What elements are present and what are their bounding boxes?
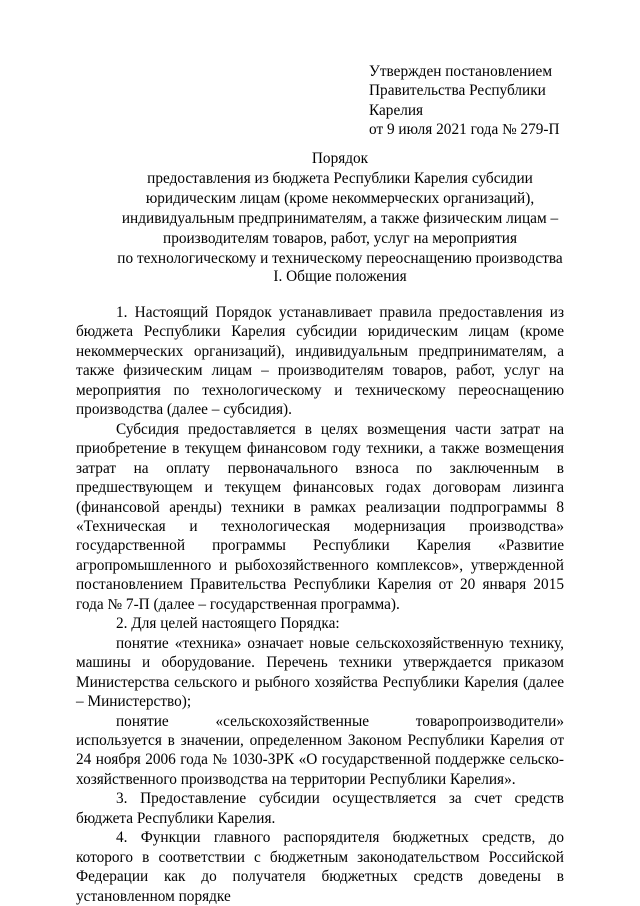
approval-line: Утвержден постановлением bbox=[369, 63, 553, 80]
document-body bbox=[76, 303, 564, 906]
document-title bbox=[60, 149, 620, 269]
title-line: индивидуальным предпринимателям, а также физическим лицам – bbox=[121, 210, 559, 227]
paragraph-technique-definition: понятие «техника» означает новые сельскохозяйственную технику, машины и оборудование. Перечень техники утверждается приказом Министерства сельского и рыбного хозяйства Республики Карелия (далее – Министерство); bbox=[76, 634, 564, 711]
title-line: юридическим лицам (кроме некоммерческих организаций), bbox=[145, 190, 535, 207]
section-heading: I. Общие положения bbox=[273, 268, 407, 285]
paragraph-2: 2. Для целей настоящего Порядка: bbox=[116, 615, 340, 633]
title-line: Порядок bbox=[311, 150, 369, 167]
approval-line: от 9 июля 2021 года № 279-П bbox=[369, 120, 560, 138]
title-line: по технологическому и техническому переоснащению производства bbox=[117, 250, 563, 267]
approval-line: Карелия bbox=[369, 101, 424, 119]
title-line: производителям товаров, работ, услуг на мероприятия bbox=[163, 230, 517, 247]
approval-line: Правительства Республики bbox=[369, 82, 546, 100]
paragraph-subsidy: Субсидия предоставляется в целях возмещения части затрат на приобретение в текущем финансовом году техники, а также возмещения затрат на оплату первоначального взноса по заключенным в предшествующем и текущем финансовых годах договорам лизинга (финансовой аренды) техники в рамках реализации подпрограммы 8 «Техническая и технологическая модернизация производства» государственной программы Республики Карелия «Развитие агропромышленного и рыбохозяйственного комплексов», утвержденной постановлением Правительства Республики Карелия от 20 января 2015 года № 7-П (далее – государственная программа). bbox=[76, 420, 564, 613]
title-line: предоставления из бюджета Республики Карелия субсидии bbox=[147, 170, 533, 187]
approval-stamp bbox=[369, 62, 599, 139]
paragraph-producers-definition: понятие «сельскохозяйственные товаропроизводители» используется в значении, определенном Законом Республики Карелия от 24 ноября 2006 года № 1030-ЗРК «О государственной поддержке сельско-хозяйственного производства на территории Республики Карелия». bbox=[76, 712, 564, 788]
paragraph-1: 1. Настоящий Порядок устанавливает правила предоставления из бюджета Республики Карелия субсидии юридическим лицам (кроме некоммерческих организаций), индивидуальным предпринимателям, а также физическим лицам – производителям товаров, работ, услуг на мероприятия по технологическому и техническому переоснащению производства (далее – субсидия). bbox=[76, 304, 564, 419]
paragraph-3: 3. Предоставление субсидии осуществляется за счет средств бюджета Республики Карелия. bbox=[76, 790, 564, 827]
paragraph-4: 4. Функции главного распорядителя бюджетных средств, до которого в соответствии с бюджетным законодательством Российской Федерации как до получателя бюджетных средств доведены в установленном порядке bbox=[76, 829, 564, 905]
